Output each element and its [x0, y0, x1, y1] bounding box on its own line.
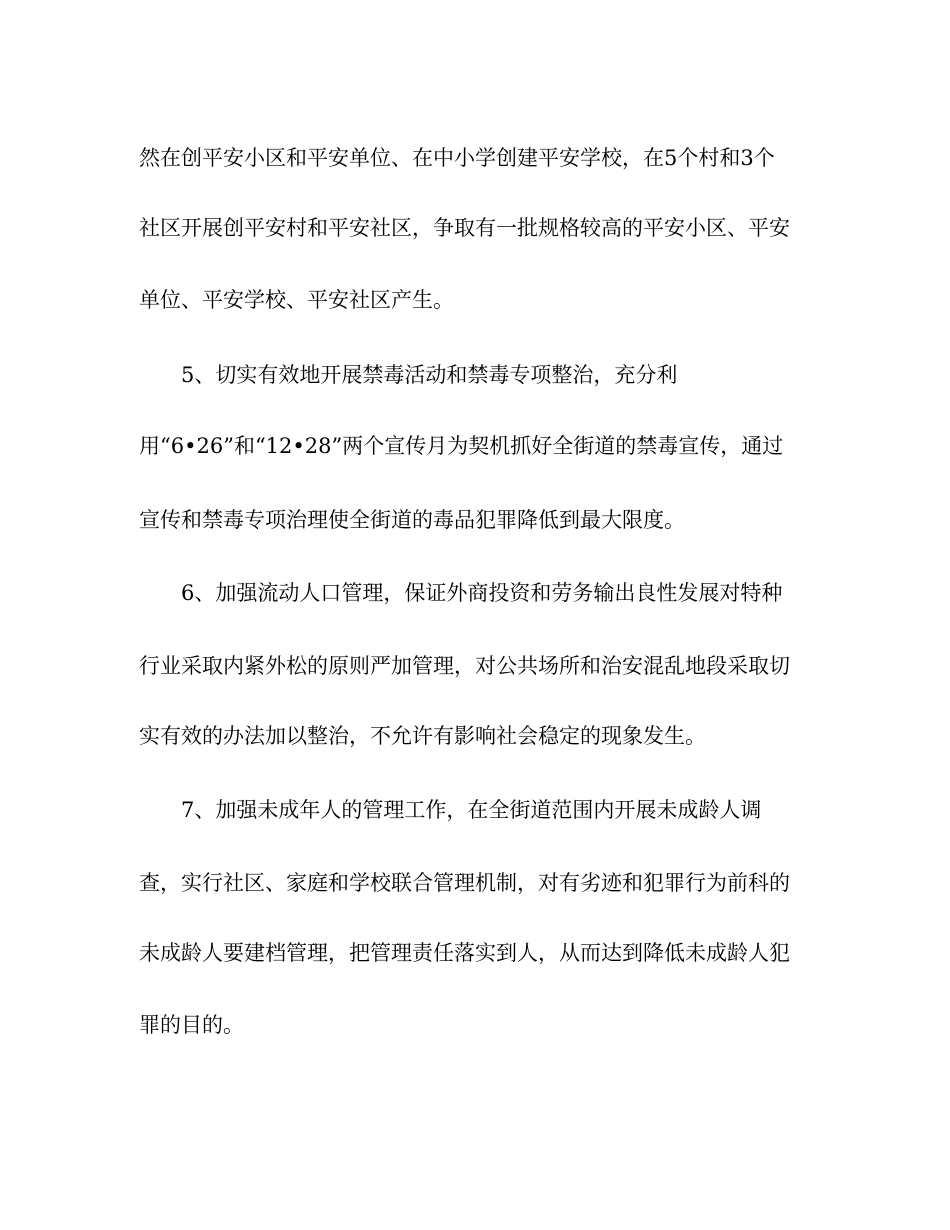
text-line: 社区开展创平安村和平安社区，争取有一批规格较高的平安小区、平安	[139, 216, 790, 240]
text-line: 查，实行社区、家庭和学校联合管理机制，对有劣迹和犯罪行为前科的	[139, 871, 790, 895]
text-line: 用“6•26”和“12•28”两个宣传月为契机抓好全街道的禁毒宣传，通过	[139, 434, 784, 458]
text-line: 宣传和禁毒专项治理使全街道的毒品犯罪降低到最大限度。	[139, 508, 685, 532]
text-line: 然在创平安小区和平安单位、在中小学创建平安学校，在5个村和3个	[139, 146, 775, 170]
paragraph-5-start: 5、切实有效地开展禁毒活动和禁毒专项整治，充分利	[181, 363, 678, 387]
text-line: 行业采取内紧外松的原则严加管理，对公共场所和治安混乱地段采取切	[139, 654, 790, 678]
paragraph-6-start: 6、加强流动人口管理，保证外商投资和劳务输出良性发展对特种	[181, 581, 783, 605]
text-line: 单位、平安学校、平安社区产生。	[139, 288, 454, 312]
text-line: 实有效的办法加以整治，不允许有影响社会稳定的现象发生。	[139, 724, 706, 748]
paragraph-7-start: 7、加强未成年人的管理工作，在全街道范围内开展未成龄人调	[181, 798, 762, 822]
text-line: 罪的目的。	[139, 1013, 244, 1037]
text-line: 未成龄人要建档管理，把管理责任落实到人，从而达到降低未成龄人犯	[139, 941, 790, 965]
